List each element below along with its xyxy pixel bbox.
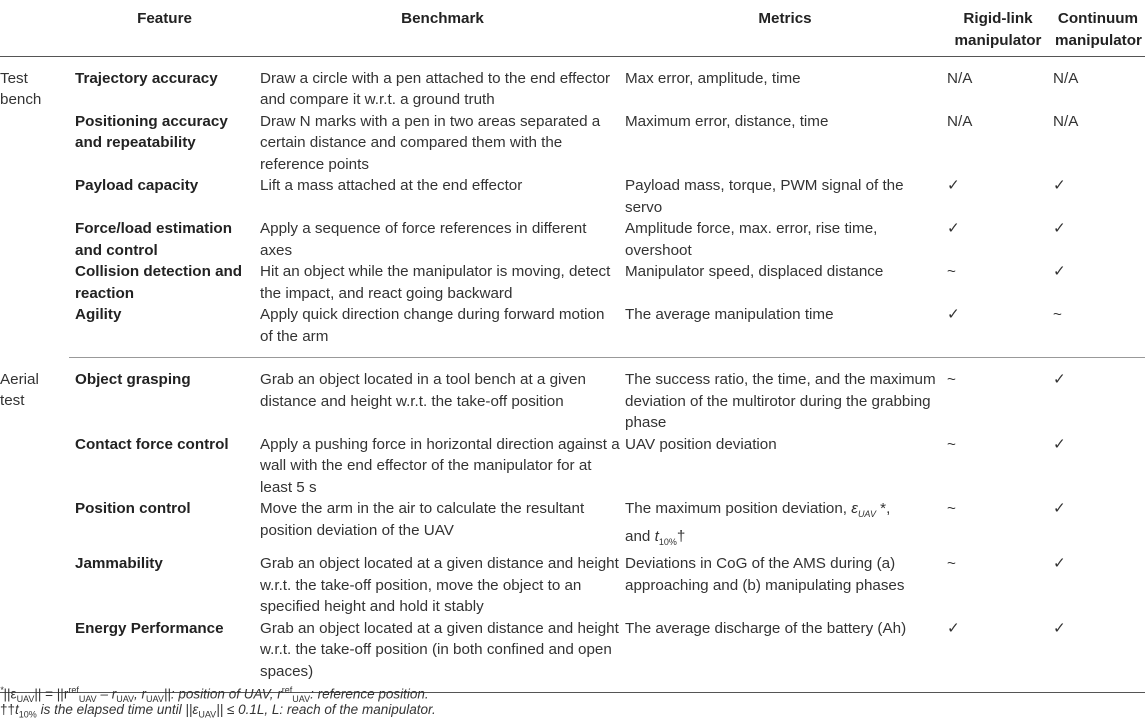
benchmark-cell: Draw N marks with a pen in two areas separated a certain distance and compared them with the reference points [260,112,601,173]
t-subscript: 10% [658,536,677,547]
group-test-bench: Test bench [0,69,42,108]
benchmark-cell: Apply a pushing force in horizontal direction against a wall with the end effector of the manipulator for at least 5 s [260,435,620,496]
feature-cell: Collision detection and reaction [75,263,243,302]
footnote-sup: ref [281,685,293,695]
rigid-cell: ~ [947,555,956,573]
footnote-text: || ≤ 0.1L, L: reach of the manipulator. [216,702,436,717]
rigid-cell: ✓ [945,304,1051,358]
metrics-text: The maximum position deviation, [625,500,848,517]
footnote-sub: UAV [16,694,35,705]
rigid-cell: ~ [947,371,956,388]
group-aerial-test: Aerial test [0,358,69,693]
footnote-text: is the elapsed time until ||ε [36,702,199,717]
table-row [0,304,1145,358]
benchmark-cell: Apply a sequence of force references in different axes [260,220,587,259]
table-row [0,553,1145,618]
feature-cell: Position control [75,500,191,517]
continuum-cell: ~ [1051,304,1145,358]
table-row [0,56,1145,111]
star-mark: *, [875,500,891,517]
benchmark-cell: Grab an object located at a given distance and height w.r.t. the take-off position (in both confined and open spaces) [260,618,625,693]
continuum-cell: ✓ [1053,220,1066,237]
footnote-sub: 10% [18,709,37,720]
feature-cell: Energy Performance [69,618,260,693]
footnote-sub: UAV [116,694,135,705]
continuum-cell: ✓ [1053,435,1066,453]
feature-cell: Contact force control [75,435,229,453]
footnote-text: , r [134,686,147,702]
metrics-cell: The average discharge of the battery (Ah) [625,618,945,693]
metrics-text: and [625,527,651,545]
epsilon-symbol: ε [851,500,858,517]
feature-cell: Jammability [75,555,163,573]
metrics-cell: Payload mass, torque, PWM signal of the servo [625,177,904,216]
header-row [0,0,1145,56]
footnote-text: t [15,702,19,717]
footnote-sub: UAV [292,694,311,705]
table-row [0,358,1145,434]
footnote-sub: UAV [146,694,164,705]
table-row [0,261,1145,304]
table-row [0,434,1145,499]
benchmark-cell: Move the arm in the air to calculate the resultant position deviation of the UAV [260,500,585,539]
metrics-cell: Manipulator speed, displaced distance [625,263,884,280]
metrics-cell: Max error, amplitude, time [625,69,801,87]
rigid-cell: ~ [947,500,956,517]
header-group [0,0,69,56]
benchmark-cell: Hit an object while the manipulator is moving, detect the impact, and react going backward [260,263,611,302]
footnote-text: ||: position of UAV, r [163,686,282,702]
rigid-cell: ✓ [945,618,1051,693]
feature-cell: Positioning accuracy and repeatability [75,112,228,151]
continuum-cell: N/A [1053,69,1079,87]
continuum-cell: ✓ [1053,500,1066,517]
footnote-text: || = ||r [34,686,69,702]
header-metrics: Metrics [625,0,945,56]
continuum-cell: ✓ [1051,618,1145,693]
footnote-2 [0,701,436,724]
metrics-cell: The average manipulation time [625,304,945,358]
rigid-cell: ~ [947,263,956,280]
continuum-cell: N/A [1053,112,1079,130]
continuum-cell: ✓ [1053,263,1066,280]
benchmark-cell: Grab an object located in a tool bench at a given distance and height w.r.t. the take-off position [260,371,586,410]
rigid-cell: ✓ [947,220,960,237]
footnote-dagger: †† [0,702,16,717]
rigid-cell: N/A [947,69,973,87]
metrics-cell: The success ratio, the time, and the maximum deviation of the multirotor during the grabbing phase [625,371,936,431]
dagger-mark: † [676,527,686,545]
table-row [0,111,1145,176]
feature-cell: Object grasping [75,371,191,388]
footnote-star: * [0,685,4,695]
header-benchmark: Benchmark [260,0,625,56]
benchmark-cell: Grab an object located at a given distance and height w.r.t. the take-off position, move the object to an specified height and hold it stably [260,555,619,616]
footnote-text: : reference position. [310,686,429,702]
continuum-cell: ✓ [1053,371,1066,388]
footnote-sup: ref [68,685,79,695]
metrics-cell [625,498,945,553]
feature-cell: Force/load estimation and control [75,220,232,259]
t-symbol: t [654,527,659,545]
table-row [0,175,1145,218]
benchmark-cell: Draw a circle with a pen attached to the end effector and compare it w.r.t. a ground truth [260,69,611,108]
table-row [0,218,1145,261]
continuum-cell: ✓ [1053,177,1066,194]
metrics-cell: Deviations in CoG of the AMS during (a) approaching and (b) manipulating phases [625,555,905,594]
rigid-cell: N/A [947,112,973,130]
benchmark-cell: Lift a mass attached at the end effector [260,177,523,194]
header-feature: Feature [69,0,260,56]
feature-cell: Agility [69,304,260,358]
feature-cell: Payload capacity [75,177,199,194]
metrics-cell: Maximum error, distance, time [625,112,829,130]
footnote-sub: UAV [198,709,217,720]
rigid-cell: ~ [947,435,956,453]
footnote-text: ||ε [3,686,17,702]
benchmark-cell: Apply quick direction change during forward motion of the arm [260,304,625,358]
continuum-cell: ✓ [1053,555,1066,573]
rigid-cell: ✓ [947,177,960,194]
metrics-cell: UAV position deviation [625,435,777,453]
epsilon-subscript: UAV [857,509,876,520]
metrics-cell: Amplitude force, max. error, rise time, overshoot [625,220,878,259]
footnote-sub: UAV [78,694,97,705]
header-continuum: Continuum manipulator [1051,0,1145,56]
feature-cell: Trajectory accuracy [75,69,218,87]
header-rigid: Rigid-link manipulator [945,0,1051,56]
footnote-text: – r [96,686,117,702]
table-row [0,498,1145,553]
